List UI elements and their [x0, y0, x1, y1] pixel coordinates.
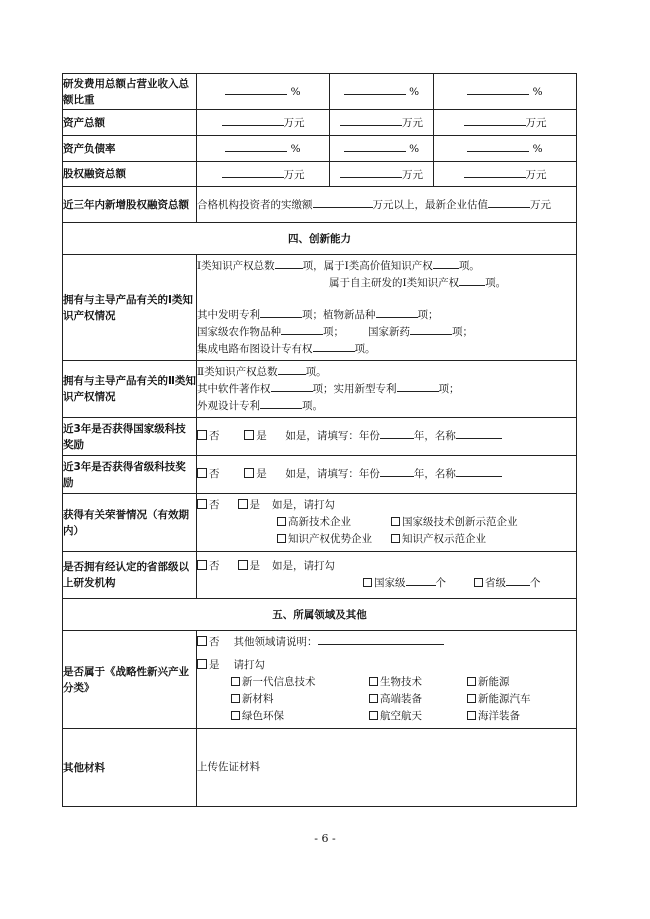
checkbox-yes[interactable] — [244, 468, 254, 478]
finance-row-total-assets — [63, 110, 577, 136]
row-label: 近3年是否获得国家级科技奖励 — [63, 418, 197, 456]
option[interactable]: 海洋装备 — [467, 708, 557, 725]
checkbox-provincial[interactable] — [474, 578, 483, 587]
industry-options — [197, 674, 576, 725]
unit: 万元 — [283, 117, 305, 129]
application-form-table — [62, 73, 577, 807]
equity-three-year-row — [63, 187, 577, 223]
section-header-field — [63, 599, 577, 631]
unit: % — [290, 143, 301, 155]
value-field[interactable] — [330, 74, 434, 110]
value-field[interactable] — [330, 162, 434, 187]
row-label: 研发费用总额占营业收入总额比重 — [63, 74, 197, 110]
unit: 万元 — [402, 117, 423, 129]
other-field-input[interactable] — [318, 635, 444, 645]
honor-row — [63, 494, 577, 552]
row-label: 资产总额 — [63, 110, 197, 136]
row-label: 股权融资总额 — [63, 162, 197, 187]
finance-row-rd-ratio — [63, 74, 577, 110]
row-label: 拥有与主导产品有关的Ⅰ类知识产权情况 — [63, 255, 197, 361]
checkbox-yes[interactable] — [197, 659, 207, 669]
finance-row-equity-financing — [63, 162, 577, 187]
other-materials-row — [63, 729, 577, 807]
ip-class1-row — [63, 255, 577, 361]
honor-cell: 否 是 如是，请打勾 高新技术企业 国家级技术创新示范企业 知识产权优势企业 知识产权示范企业 — [197, 494, 577, 552]
value-field[interactable] — [197, 162, 330, 187]
ip-class2-row — [63, 361, 577, 418]
finance-row-debt-ratio — [63, 136, 577, 162]
row-label: 近3年是否获得省级科技奖励 — [63, 456, 197, 494]
checkbox-innovation-demo[interactable] — [391, 517, 400, 526]
row-label: 近三年内新增股权融资总额 — [63, 187, 197, 223]
ip-class1-cell[interactable]: Ⅰ类知识产权总数 项，属于Ⅰ类高价值知识产权 项。 属于自主研发的Ⅰ类知识产权 项。 其中发明专利 项；植物新品种 项； 国家级农作物品种 项； 国家新药 项； 集成电路布图设计专有权 项。 — [197, 255, 577, 361]
checkbox-yes[interactable] — [238, 499, 248, 509]
option[interactable]: 绿色环保 — [231, 708, 369, 725]
year-field[interactable] — [380, 467, 414, 477]
section-title: 五、所属领域及其他 — [63, 599, 577, 631]
upload-cell[interactable] — [197, 729, 577, 807]
upload-text: 上传佐证材料 — [197, 761, 260, 773]
option[interactable]: 新材料 — [231, 691, 369, 708]
unit: 万元 — [402, 168, 423, 181]
value-field[interactable] — [197, 110, 330, 136]
row-label: 资产负债率 — [63, 136, 197, 162]
section-header-innovation — [63, 223, 577, 255]
row-label: 是否属于《战略性新兴产业分类》 — [63, 631, 197, 729]
award-name-field[interactable] — [456, 467, 502, 477]
rd-institution-row — [63, 552, 577, 599]
checkbox-no[interactable] — [197, 499, 207, 509]
row-label: 其他材料 — [63, 729, 197, 807]
checkbox-ip-demo[interactable] — [391, 534, 400, 543]
checkbox-yes[interactable] — [238, 560, 248, 570]
value-field[interactable] — [434, 110, 577, 136]
checkbox-high-tech[interactable] — [277, 517, 286, 526]
year-field[interactable] — [380, 429, 414, 439]
row-label: 拥有与主导产品有关的Ⅱ类知识产权情况 — [63, 361, 197, 418]
option[interactable]: 生物技术 — [369, 674, 467, 691]
checkbox-no[interactable] — [197, 636, 207, 646]
row-label: 是否拥有经认定的省部级以上研发机构 — [63, 552, 197, 599]
form-page — [62, 73, 576, 807]
provincial-award-row — [63, 456, 577, 494]
checkbox-national[interactable] — [363, 578, 372, 587]
checkbox-no[interactable] — [197, 430, 207, 440]
provincial-award-cell: 否 是 如是，请填写：年份 年，名称 — [197, 456, 577, 494]
award-name-field[interactable] — [456, 429, 502, 439]
option[interactable]: 新一代信息技术 — [231, 674, 369, 691]
checkbox-ip-advantage[interactable] — [277, 534, 286, 543]
option[interactable]: 新能源 — [467, 674, 557, 691]
ip-class2-cell[interactable]: Ⅱ类知识产权总数 项。 其中软件著作权 项；实用新型专利 项； 外观设计专利 项。 — [197, 361, 577, 418]
unit: % — [290, 86, 301, 98]
checkbox-yes[interactable] — [244, 430, 254, 440]
page-number: - 6 - — [314, 832, 336, 845]
checkbox-no[interactable] — [197, 560, 207, 570]
value-field[interactable] — [434, 162, 577, 187]
unit: % — [532, 86, 543, 98]
unit: 万元 — [283, 168, 305, 181]
rd-institution-cell: 否 是 如是，请打勾 国家级 个 省级 个 — [197, 552, 577, 599]
value-field[interactable] — [330, 136, 434, 162]
unit: % — [409, 143, 420, 155]
equity-detail-cell[interactable]: 合格机构投资者的实缴额 万元以上，最新企业估值 万元 — [197, 187, 577, 223]
option[interactable]: 航空航天 — [369, 708, 467, 725]
value-field[interactable] — [197, 136, 330, 162]
strategic-field-cell: 否 其他领域请说明： 是 请打勾 新一代信息技术 生物技术 新能源 新材料 高端装备 新能源汽车 绿色环保 航空航天 海洋装备 — [197, 631, 577, 729]
row-label: 获得有关荣誉情况（有效期内） — [63, 494, 197, 552]
value-field[interactable] — [330, 110, 434, 136]
unit: % — [409, 86, 420, 98]
section-title: 四、创新能力 — [63, 223, 577, 255]
unit: 万元 — [525, 168, 547, 181]
option[interactable]: 高端装备 — [369, 691, 467, 708]
option[interactable]: 新能源汽车 — [467, 691, 557, 708]
national-award-row — [63, 418, 577, 456]
unit: % — [532, 143, 543, 155]
value-field[interactable] — [197, 74, 330, 110]
value-field[interactable] — [434, 136, 577, 162]
unit: 万元 — [525, 117, 547, 129]
checkbox-no[interactable] — [197, 468, 207, 478]
national-award-cell: 否 是 如是，请填写：年份 年，名称 — [197, 418, 577, 456]
value-field[interactable] — [434, 74, 577, 110]
strategic-field-row — [63, 631, 577, 729]
